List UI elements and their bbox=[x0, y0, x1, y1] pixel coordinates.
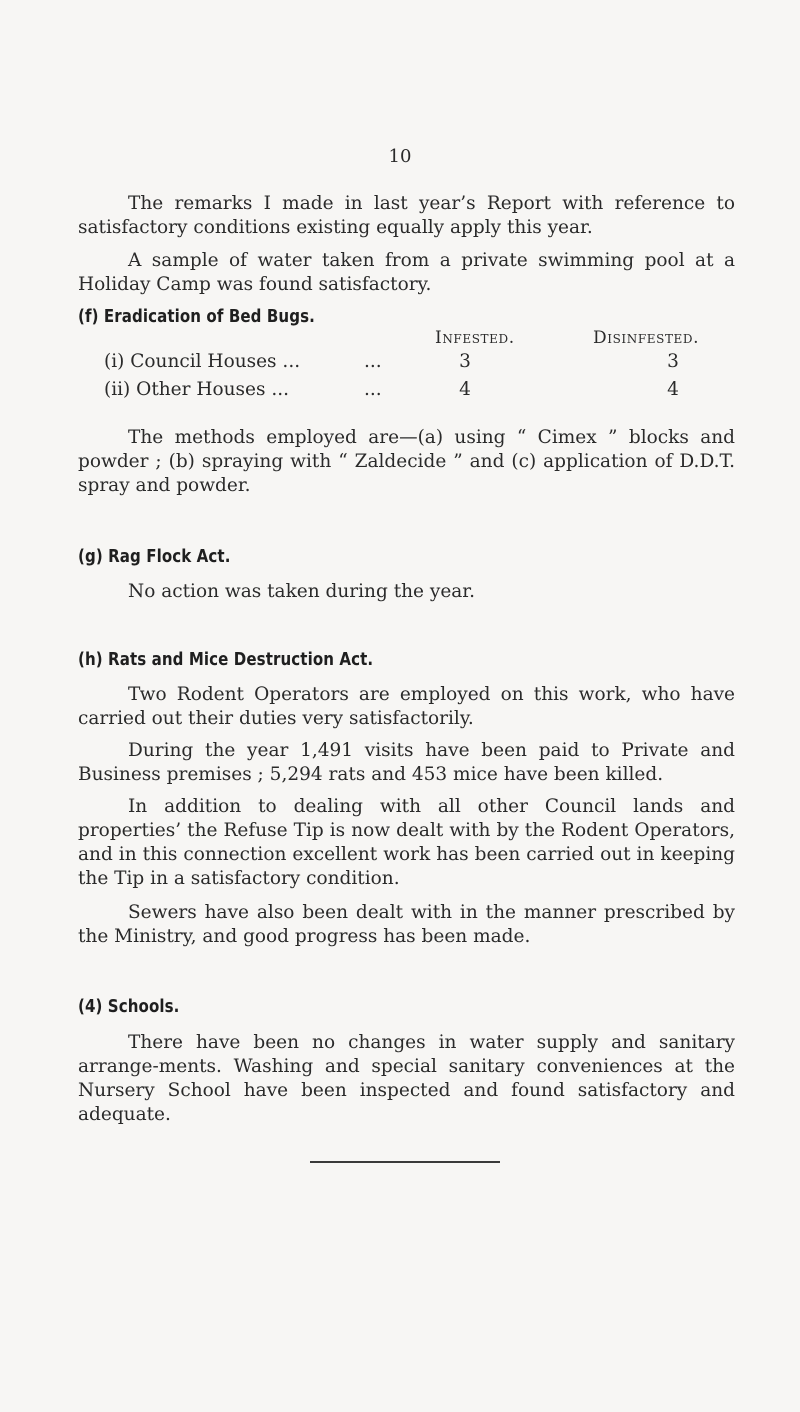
rats-mice-paragraph-2: During the year 1,491 visits have been paid to Private and Business premises ; 5,294 rats and 453 mice have been killed. bbox=[78, 740, 735, 785]
rats-mice-paragraph-3: In addition to dealing with all other Council lands and properties’ the Refuse Tip is now dealt with by the Rodent Operators, and in this connection excellent work has been carried out in keeping the Tip in a satisfactory condition. bbox=[78, 796, 735, 889]
row-council-houses-infested: 3 bbox=[459, 351, 471, 372]
row-other-houses-label: (ii) Other Houses ... bbox=[104, 379, 289, 400]
rats-mice-paragraph-1: Two Rodent Operators are employed on this work, who have carried out their duties very satisfactorily. bbox=[78, 684, 735, 729]
intro-paragraph-2: A sample of water taken from a private swimming pool at a Holiday Camp was found satisfactory. bbox=[78, 250, 735, 295]
row-council-houses-dots: ... bbox=[364, 351, 382, 372]
row-council-houses-label: (i) Council Houses ... bbox=[104, 351, 301, 372]
page-number: 10 bbox=[388, 146, 412, 167]
row-council-houses-disinfested: 3 bbox=[667, 351, 679, 372]
rats-mice-paragraph-4: Sewers have also been dealt with in the manner prescribed by the Ministry, and good progress has been made. bbox=[78, 902, 735, 947]
bed-bugs-methods-paragraph: The methods employed are—(a) using “ Cimex ” blocks and powder ; (b) spraying with “ Zaldecide ” and (c) application of D.D.T. spray and powder. bbox=[78, 427, 735, 496]
row-other-houses-dots: ... bbox=[364, 379, 382, 400]
row-other-houses-infested: 4 bbox=[459, 379, 471, 400]
column-header-infested: Infested. bbox=[435, 328, 515, 348]
rag-flock-paragraph: No action was taken during the year. bbox=[128, 581, 475, 602]
schools-paragraph: There have been no changes in water supply and sanitary arrange-ments. Washing and special sanitary conveniences at the Nursery School have been inspected and found satisfactory and adequate. bbox=[78, 1032, 735, 1125]
end-rule-divider bbox=[310, 1161, 500, 1163]
section-4-heading: (4) Schools. bbox=[78, 997, 180, 1017]
section-h-heading: (h) Rats and Mice Destruction Act. bbox=[78, 650, 374, 670]
section-f-heading: (f) Eradication of Bed Bugs. bbox=[78, 307, 315, 327]
column-header-disinfested: Disinfested. bbox=[593, 328, 700, 348]
row-other-houses-disinfested: 4 bbox=[667, 379, 679, 400]
section-g-heading: (g) Rag Flock Act. bbox=[78, 547, 231, 567]
intro-paragraph-1: The remarks I made in last year’s Report with reference to satisfactory conditions existing equally apply this year. bbox=[78, 193, 735, 238]
